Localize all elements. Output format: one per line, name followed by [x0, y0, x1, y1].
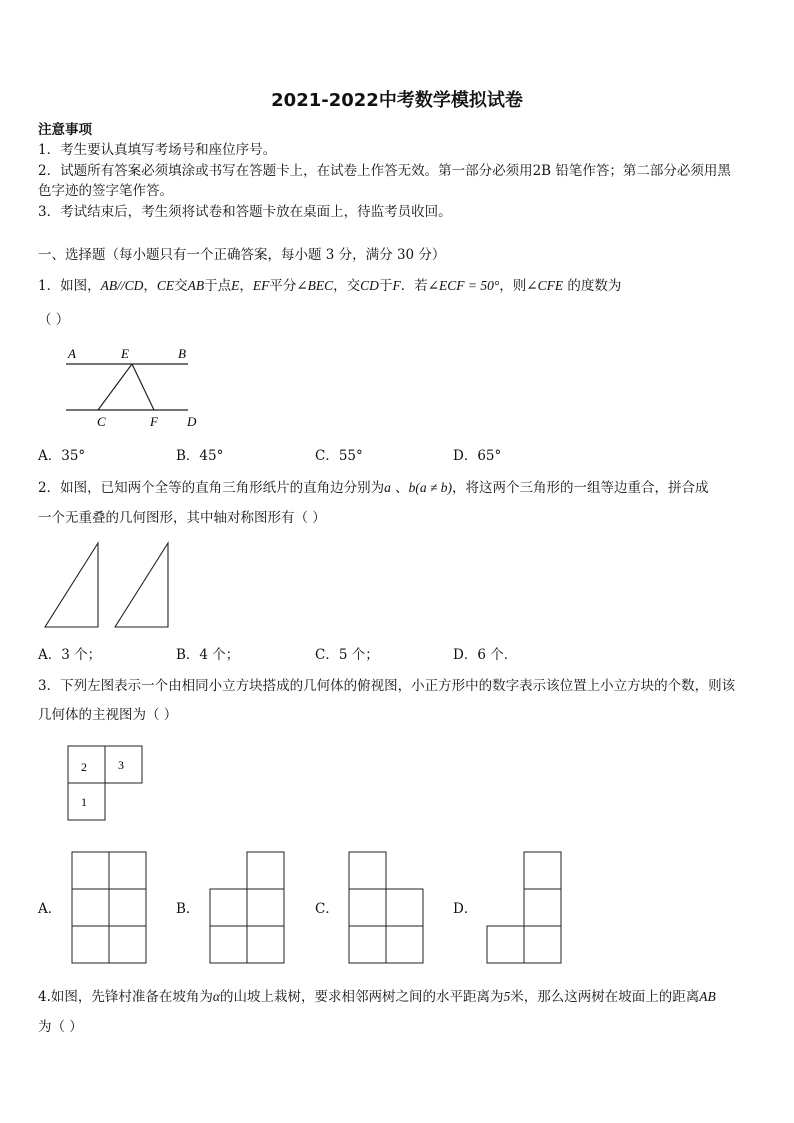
q3-option-c[interactable]: C．	[315, 901, 339, 917]
q4-text: 的山坡上栽树，要求相邻两树之间的水平距离为	[219, 989, 504, 1005]
cube-cell	[210, 889, 247, 926]
cube-cell	[386, 889, 423, 926]
notice-item-3: 3．考试结束后，考生须将试卷和答题卡放在桌面上，待监考员收回。	[38, 204, 452, 220]
q4-math: α	[212, 989, 220, 1004]
q1-text: 的度数为	[563, 278, 622, 294]
notice-item-2: 2．试题所有答案必须填涂或书写在答题卡上，在试卷上作答无效。第一部分必须用2B 铅笔作答；第二部分必须用黑	[38, 163, 731, 179]
cube-cell	[524, 926, 561, 963]
question-4-text	[38, 987, 716, 1007]
q3-option-a-figure	[70, 850, 150, 966]
q2-option-d[interactable]: D．6 个．	[453, 647, 518, 663]
question-4-text-cont: 为（ ）	[38, 1019, 83, 1035]
notice-heading: 注意事项	[38, 122, 92, 138]
q3-top-view	[66, 744, 146, 824]
q1-option-c[interactable]: C．55°	[315, 448, 363, 464]
q1-math: CE	[156, 278, 175, 293]
exam-title: 2021-2022中考数学模拟试卷	[271, 90, 523, 111]
cube-cell	[210, 926, 247, 963]
q2-math: b	[408, 480, 416, 495]
cube-cell	[109, 852, 146, 889]
cube-cell	[524, 852, 561, 889]
q2-option-c[interactable]: C．5 个；	[315, 647, 379, 663]
q1-math: ∠CFE	[526, 278, 564, 293]
q4-text: 米，那么这两树在坡面上的距离	[510, 989, 700, 1005]
q1-text: ，则	[499, 278, 527, 294]
cube-cell	[524, 889, 561, 926]
q2-option-a[interactable]: A．3 个；	[38, 647, 102, 663]
notice-item-2-cont: 色字迹的签字笔作答。	[38, 183, 173, 199]
q1-math: F	[392, 278, 401, 293]
question-2-text	[38, 478, 709, 498]
label-b: B	[178, 346, 186, 361]
top-view-number: 2	[81, 760, 87, 774]
section-heading: 一、选择题（每小题只有一个正确答案，每小题 3 分，满分 30 分）	[38, 247, 446, 263]
label-e: E	[121, 346, 129, 361]
q1-text: ，	[239, 278, 253, 294]
triangle-1	[45, 543, 98, 627]
cube-cell	[349, 926, 386, 963]
question-2-text-cont: 一个无重叠的几何图形，其中轴对称图形有（ ）	[38, 510, 326, 526]
q1-answer-paren: （ ）	[38, 312, 70, 328]
q4-text: 4.如图，先锋村准备在坡角为	[38, 989, 213, 1005]
q1-text: ，交	[333, 278, 361, 294]
q3-option-c-figure	[347, 850, 427, 966]
q2-text: 2．如图，已知两个全等的直角三角形纸片的直角边分别为	[38, 480, 385, 496]
cube-cell	[247, 889, 284, 926]
q1-math: CD	[360, 278, 379, 293]
cube-cell	[109, 926, 146, 963]
cube-cell	[487, 926, 524, 963]
q4-math: AB	[699, 989, 716, 1004]
q1-option-b[interactable]: B．45°	[176, 448, 224, 464]
top-view-number: 3	[118, 758, 124, 772]
question-3-text-cont: 几何体的主视图为（ ）	[38, 707, 178, 723]
q1-option-a[interactable]: A．35°	[38, 448, 86, 464]
q3-option-b[interactable]: B．	[176, 901, 200, 917]
q2-option-b[interactable]: B．4 个；	[176, 647, 240, 663]
triangle-2	[115, 543, 168, 627]
q3-option-d[interactable]: D．	[453, 901, 478, 917]
cube-cell	[386, 926, 423, 963]
q3-option-a[interactable]: A．	[38, 901, 62, 917]
q1-math: ∠BEC	[296, 278, 334, 293]
q1-math: E	[231, 278, 240, 293]
cube-cell	[109, 889, 146, 926]
q1-math: AB	[187, 278, 205, 293]
cube-cell	[72, 852, 109, 889]
q1-text: 交	[174, 278, 188, 294]
question-1-text	[38, 276, 621, 296]
cube-cell	[72, 926, 109, 963]
q1-option-d[interactable]: D．65°	[453, 448, 502, 464]
q1-math: EF	[252, 278, 270, 293]
q1-text: 于点	[204, 278, 232, 294]
segment-ef	[132, 364, 154, 410]
q4-math: 5	[503, 989, 511, 1004]
segment-ec	[98, 364, 132, 410]
cube-cell	[349, 852, 386, 889]
q2-figure	[40, 540, 180, 630]
q2-text: ，将这两个三角形的一组等边重合，拼合成	[452, 480, 709, 496]
q2-math: a	[384, 480, 391, 495]
q3-option-d-figure	[485, 850, 565, 966]
q1-text: 于	[378, 278, 393, 294]
label-d: D	[187, 414, 197, 429]
q1-text: 1．如图，	[38, 278, 101, 294]
q1-math: ∠ECF = 50°	[427, 278, 500, 293]
label-c: C	[97, 414, 106, 429]
q1-math: AB//CD	[100, 278, 144, 293]
notice-item-1: 1．考生要认真填写考场号和座位序号。	[38, 142, 277, 158]
cube-cell	[247, 926, 284, 963]
q1-text: ．若	[400, 278, 428, 294]
q1-figure	[60, 344, 210, 430]
q2-math: (a ≠ b)	[415, 480, 453, 495]
label-a: A	[68, 346, 76, 361]
q1-text: ，	[143, 278, 157, 294]
q1-text: 平分	[269, 278, 297, 294]
question-3-text: 3．下列左图表示一个由相同小立方块搭成的几何体的俯视图，小正方形中的数字表示该位置上小立方块的个数，则该	[38, 678, 736, 694]
top-view-number: 1	[81, 795, 87, 809]
q2-text: 、	[390, 480, 409, 496]
cube-cell	[349, 889, 386, 926]
cube-cell	[72, 889, 109, 926]
q3-option-b-figure	[208, 850, 288, 966]
label-f: F	[150, 414, 158, 429]
cube-cell	[247, 852, 284, 889]
